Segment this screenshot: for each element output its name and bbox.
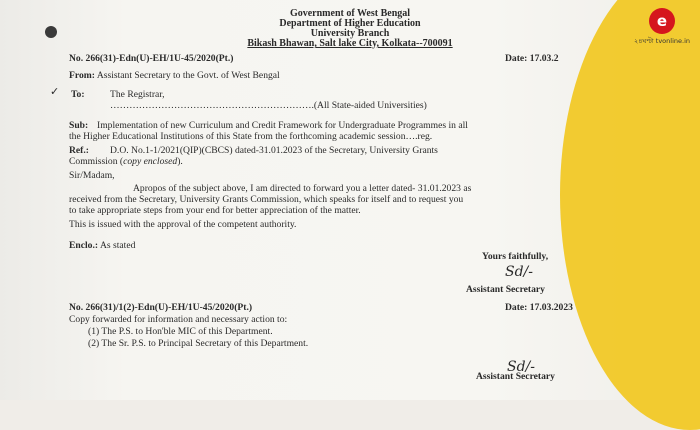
copy-item-2: (2) The Sr. P.S. to Principal Secretary of this Department. bbox=[88, 338, 309, 349]
to-label: To: bbox=[71, 89, 85, 100]
designation-1: Assistant Secretary bbox=[466, 284, 545, 295]
enclosure-label: Enclo.: bbox=[69, 240, 99, 251]
para1-line-2: received from the Secretary, University Grants Commission, which speaks for itself and to request you bbox=[69, 194, 464, 205]
sub-label: Sub: bbox=[69, 120, 89, 131]
sub-line-1: Implementation of new Curriculum and Credit Framework for Undergraduate Programmes in all bbox=[97, 120, 468, 131]
para1-line-1: Apropos of the subject above, I am directed to forward you a letter dated- 31.01.2023 as bbox=[133, 183, 472, 194]
punch-hole bbox=[45, 26, 57, 38]
memo-number: No. 266(31)-Edn(U)-EH/1U-45/2020(Pt.) bbox=[69, 53, 234, 64]
sub-line-2: the Higher Educational Institutions of this State from the forthcoming academic session….reg. bbox=[69, 131, 433, 142]
from-text: Assistant Secretary to the Govt. of West Bengal bbox=[96, 70, 280, 81]
para2: This is issued with the approval of the competent authority. bbox=[69, 219, 297, 230]
para1-line-3: to take appropriate steps from your end for better appreciation of the matter. bbox=[69, 205, 361, 216]
to-text: The Registrar, bbox=[110, 89, 165, 100]
to-recipients: ……………………………………………………….(All State-aided Universities) bbox=[110, 100, 427, 111]
logo-site-text: ২৪ঘণ্টা tvonline.in bbox=[633, 37, 691, 45]
from-label: From: bbox=[69, 70, 95, 81]
from-line bbox=[69, 70, 280, 82]
tick-mark: ✓ bbox=[50, 86, 60, 98]
designation-2: Assistant Secretary bbox=[476, 371, 555, 382]
signature-1: Sd/- bbox=[505, 264, 533, 280]
copy-intro: Copy forwarded for information and necessary action to: bbox=[69, 314, 288, 325]
enclosure-text: As stated bbox=[99, 240, 136, 251]
memo-date: Date: 17.03.2 bbox=[505, 53, 559, 64]
signature-2: Sd/- bbox=[507, 359, 535, 375]
ref-enclosed-note: copy enclosed bbox=[123, 156, 178, 167]
enclosure-line bbox=[69, 240, 135, 252]
ref-label: Ref.: bbox=[69, 145, 89, 156]
ref-text: Commission ( bbox=[69, 156, 124, 167]
letterhead-line-3: University Branch bbox=[310, 28, 390, 39]
salutation: Sir/Madam, bbox=[69, 170, 115, 181]
ref-close: ). bbox=[177, 156, 183, 167]
letterhead-line-1: Government of West Bengal bbox=[289, 8, 411, 19]
letterhead-line-2: Department of Higher Education bbox=[279, 18, 421, 29]
ref-line-2 bbox=[69, 156, 183, 168]
copy-memo-number: No. 266(31)/1(2)-Edn(U)-EH/1U-45/2020(Pt.) bbox=[69, 302, 253, 313]
logo-icon: e bbox=[649, 8, 675, 34]
ref-line-1: D.O. No.1-1/2021(QIP)(CBCS) dated-31.01.2023 of the Secretary, University Grants bbox=[110, 145, 438, 156]
site-logo bbox=[632, 8, 692, 68]
copy-item-1: (1) The P.S. to Hon'ble MIC of this Department. bbox=[88, 326, 273, 337]
copy-memo-date: Date: 17.03.2023 bbox=[505, 302, 573, 313]
letterhead-address: Bikash Bhawan, Salt lake City, Kolkata--700091 bbox=[247, 38, 453, 49]
yours-faithfully: Yours faithfully, bbox=[482, 251, 549, 262]
